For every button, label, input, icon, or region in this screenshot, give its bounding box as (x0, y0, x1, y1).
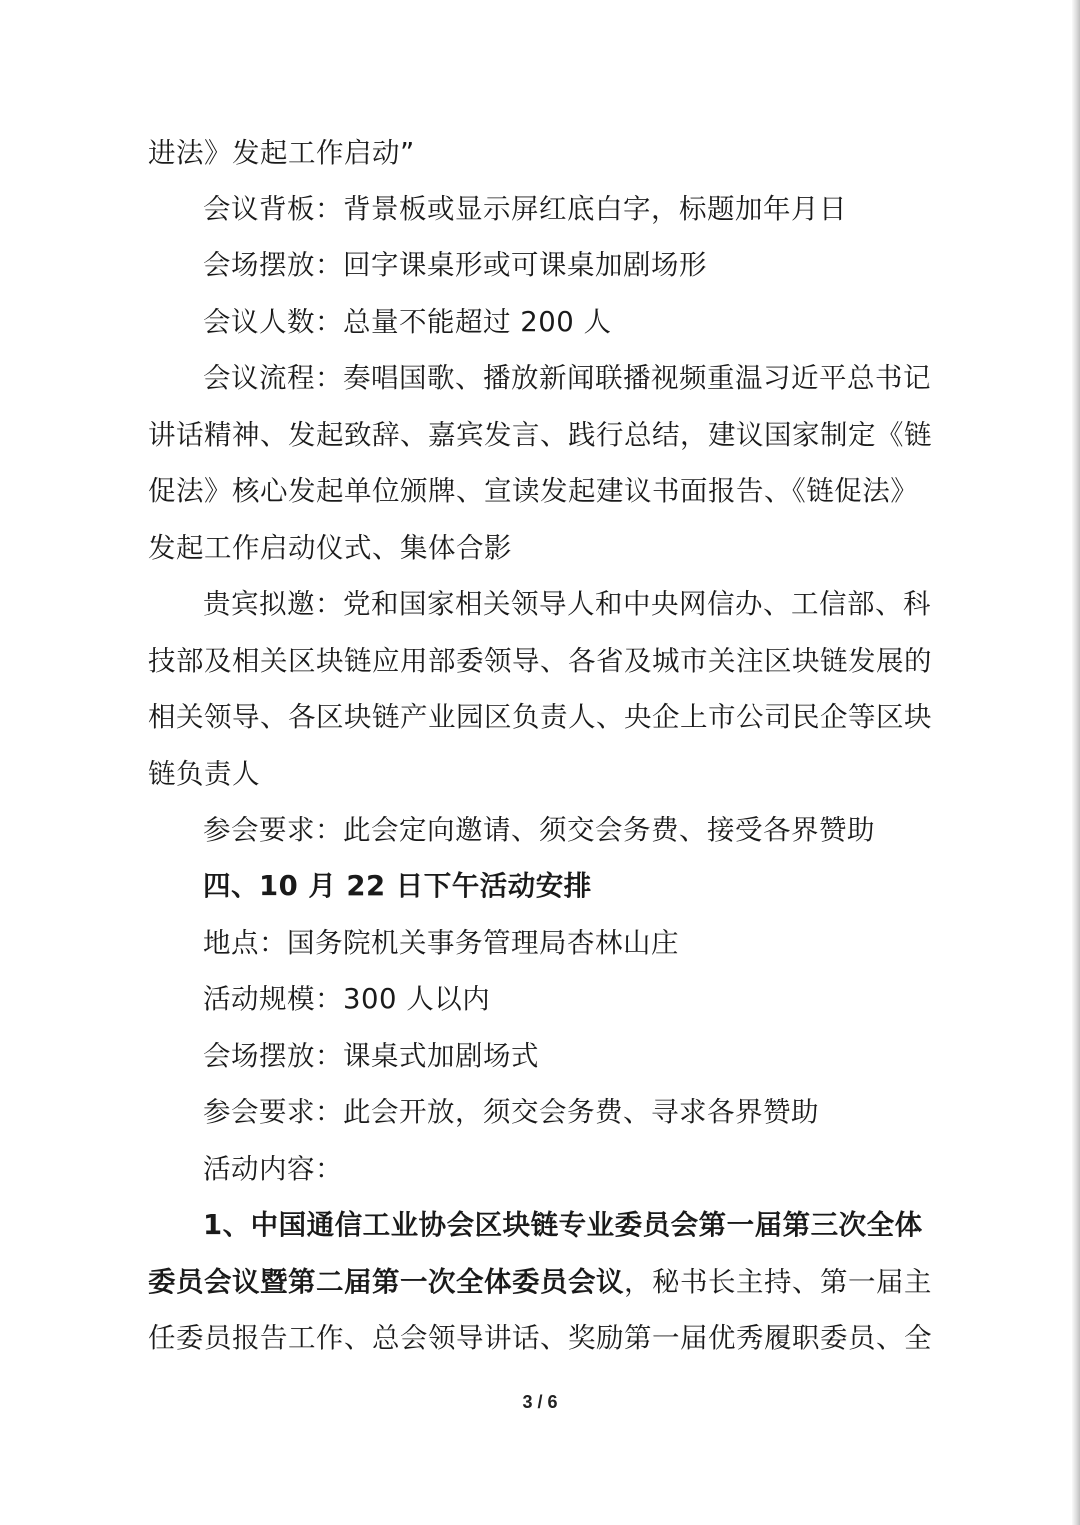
scan-edge (1072, 0, 1080, 1525)
text-line: 发起工作启动仪式、集体合影 (148, 532, 512, 564)
text-line: 任委员报告工作、总会领导讲话、奖励第一届优秀履职委员、全 (148, 1322, 932, 1354)
text-line: 促法》核心发起单位颁牌、宣读发起建议书面报告、《链促法》 (148, 475, 919, 507)
text-line: 会场摆放：课桌式加剧场式 (203, 1040, 539, 1072)
agenda-item-heading: 1、中国通信工业协会区块链专业委员会第一届第三次全体 (203, 1209, 923, 1241)
text-line: 活动规模：300 人以内 (203, 983, 491, 1015)
text-line-mixed (148, 1262, 932, 1302)
text-line: 会场摆放：回字课桌形或可课桌加剧场形 (203, 249, 707, 281)
agenda-item-heading-continued: 委员会议暨第二届第一次全体委员会议 (148, 1266, 624, 1298)
text-line: 会议背板：背景板或显示屏红底白字，标题加年月日 (203, 193, 847, 225)
text-line: 会议流程：奏唱国歌、播放新闻联播视频重温习近平总书记 (203, 362, 931, 394)
text-line: 链负责人 (148, 758, 260, 790)
section-heading: 四、10 月 22 日下午活动安排 (203, 870, 592, 902)
text-line: 进法》发起工作启动” (148, 137, 415, 169)
text-line: 活动内容： (203, 1153, 343, 1185)
text-line: 贵宾拟邀：党和国家相关领导人和中央网信办、工信部、科 (203, 588, 931, 620)
agenda-item-text: ，秘书长主持、第一届主 (624, 1266, 932, 1298)
text-line: 参会要求：此会定向邀请、须交会务费、接受各界赞助 (203, 814, 875, 846)
text-line: 讲话精神、发起致辞、嘉宾发言、践行总结，建议国家制定《链 (148, 419, 932, 451)
page-number: 3 / 6 (522, 1392, 558, 1412)
text-line: 相关领导、各区块链产业园区负责人、央企上市公司民企等区块 (148, 701, 932, 733)
text-line: 地点：国务院机关事务管理局杏林山庄 (203, 927, 679, 959)
text-line: 会议人数：总量不能超过 200 人 (203, 306, 612, 338)
text-line: 参会要求：此会开放，须交会务费、寻求各界赞助 (203, 1096, 819, 1128)
text-line: 技部及相关区块链应用部委领导、各省及城市关注区块链发展的 (148, 645, 932, 677)
